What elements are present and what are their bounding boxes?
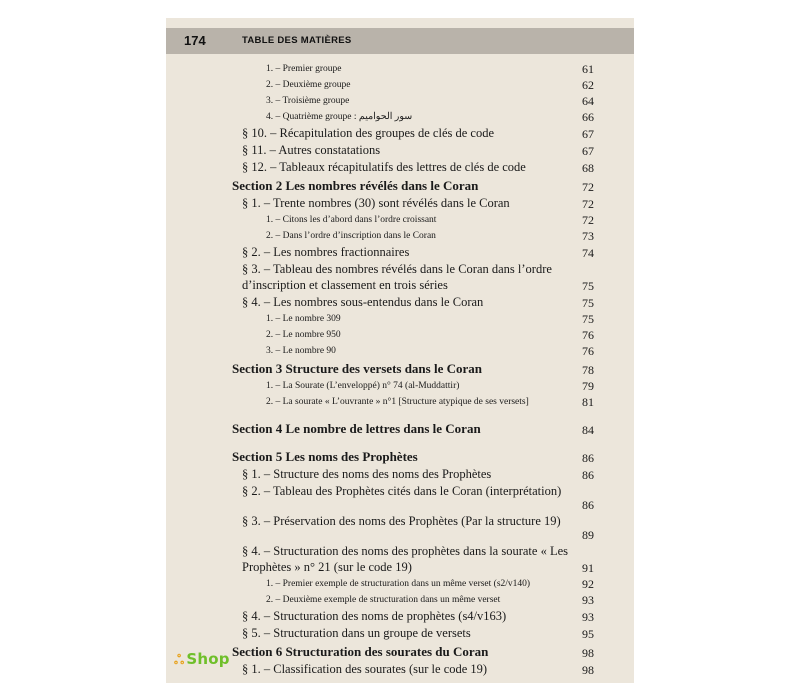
toc-page-number: 75 (582, 296, 594, 310)
toc-entry: § 3. – Préservation des noms des Prophètes (Par la structure 19) 89 (242, 514, 594, 542)
toc-page-number: 81 (582, 395, 594, 409)
toc-entry: 2. – Deuxième groupe 62 (266, 78, 594, 92)
toc-page-number: 91 (582, 561, 594, 575)
toc-page-number: 74 (582, 246, 594, 260)
toc-page-number: 76 (582, 344, 594, 358)
toc-page-number: 98 (582, 663, 594, 677)
toc-entry: § 5. – Structuration dans un groupe de versets 95 (242, 626, 594, 641)
toc-page-number: 67 (582, 127, 594, 141)
toc-entry: 1. – Premier groupe 61 (266, 62, 594, 76)
toc-page-number: 72 (582, 197, 594, 211)
toc-entry: 2. – Le nombre 950 76 (266, 328, 594, 342)
toc-page-number: 78 (582, 363, 594, 377)
toc-page-number: 62 (582, 78, 594, 92)
toc-entry: § 11. – Autres constatations 67 (242, 143, 594, 158)
toc-entry: § 4. – Structuration des noms de prophètes (s4/v163) 93 (242, 609, 594, 624)
toc-entry: 4. – Quatrième groupe : سور الحواميم 66 (266, 110, 594, 124)
toc-page-number: 92 (582, 577, 594, 591)
toc-entry: 2. – Deuxième exemple de structuration dans un même verset 93 (266, 593, 594, 607)
toc-section-heading: Section 6 Structuration des sourates du Coran 98 (232, 644, 594, 660)
toc-page-number: 64 (582, 94, 594, 108)
toc-page-number: 93 (582, 593, 594, 607)
toc-entry: § 1. – Classification des sourates (sur le code 19) 98 (242, 662, 594, 677)
toc-entry: § 1. – Structure des noms des noms des Prophètes 86 (242, 467, 594, 482)
toc-entry: 1. – Citons les d’abord dans l’ordre croissant 72 (266, 213, 594, 227)
toc-page-number: 93 (582, 610, 594, 624)
toc-section-heading: Section 3 Structure des versets dans le Coran 78 (232, 361, 594, 377)
toc-page-number: 73 (582, 229, 594, 243)
toc-page-number: 72 (582, 180, 594, 194)
page-header (166, 28, 634, 54)
swirl-icon: ஃ (174, 653, 185, 668)
toc-page-number: 89 (582, 528, 594, 542)
toc-page-number: 68 (582, 161, 594, 175)
toc-section-heading: Section 4 Le nombre de lettres dans le Coran 84 (232, 421, 594, 437)
running-title: TABLE DES MATIÈRES (242, 35, 352, 46)
toc-page-number: 75 (582, 279, 594, 293)
toc-entry: § 10. – Récapitulation des groupes de clés de code 67 (242, 126, 594, 141)
toc-page-number: 86 (582, 468, 594, 482)
toc-page-number: 67 (582, 144, 594, 158)
toc-entry: 1. – Premier exemple de structuration dans un même verset (s2/v140) 92 (266, 577, 594, 591)
toc-page-number: 84 (582, 423, 594, 437)
toc-page-number: 98 (582, 646, 594, 660)
toc-page-number: 86 (582, 498, 594, 512)
toc-page-number: 66 (582, 110, 594, 124)
toc-page-number: 79 (582, 379, 594, 393)
toc-page-number: 76 (582, 328, 594, 342)
toc-entry: 1. – Le nombre 309 75 (266, 312, 594, 326)
toc-entry: § 2. – Tableau des Prophètes cités dans le Coran (interprétation) 86 (242, 484, 594, 512)
toc-page-number: 95 (582, 627, 594, 641)
toc-page-number: 75 (582, 312, 594, 326)
toc-page-number: 61 (582, 62, 594, 76)
shop-logo: ஃ Shop (174, 650, 230, 668)
toc-entry: § 3. – Tableau des nombres révélés dans le Coran dans l’ordre d’inscription et classement en trois séries 75 (242, 262, 594, 293)
toc-entry: 2. – La sourate « L’ouvrante » n°1 [Structure atypique de ses versets] 81 (266, 395, 594, 409)
toc-entry: § 4. – Structuration des noms des prophètes dans la sourate « Les Prophètes » n° 21 (sur le code 19) 91 (242, 544, 594, 575)
toc-entry: § 4. – Les nombres sous-entendus dans le Coran 75 (242, 295, 594, 310)
toc-section-heading: Section 2 Les nombres révélés dans le Coran 72 (232, 178, 594, 194)
toc-entry: § 2. – Les nombres fractionnaires 74 (242, 245, 594, 260)
toc-page-number: 72 (582, 213, 594, 227)
toc-entry: 3. – Troisième groupe 64 (266, 94, 594, 108)
toc-entry: § 1. – Trente nombres (30) sont révélés dans le Coran 72 (242, 196, 594, 211)
toc-section-heading: Section 5 Les noms des Prophètes 86 (232, 449, 594, 465)
table-of-contents (232, 61, 594, 678)
toc-entry: § 12. – Tableaux récapitulatifs des lettres de clés de code 68 (242, 160, 594, 175)
book-page (166, 18, 634, 683)
toc-entry: 1. – La Sourate (L’enveloppé) n° 74 (al-Muddattir) 79 (266, 379, 594, 393)
toc-page-number: 86 (582, 451, 594, 465)
page-number: 174 (184, 33, 206, 48)
toc-entry: 2. – Dans l’ordre d’inscription dans le Coran 73 (266, 229, 594, 243)
toc-entry: 3. – Le nombre 90 76 (266, 344, 594, 358)
